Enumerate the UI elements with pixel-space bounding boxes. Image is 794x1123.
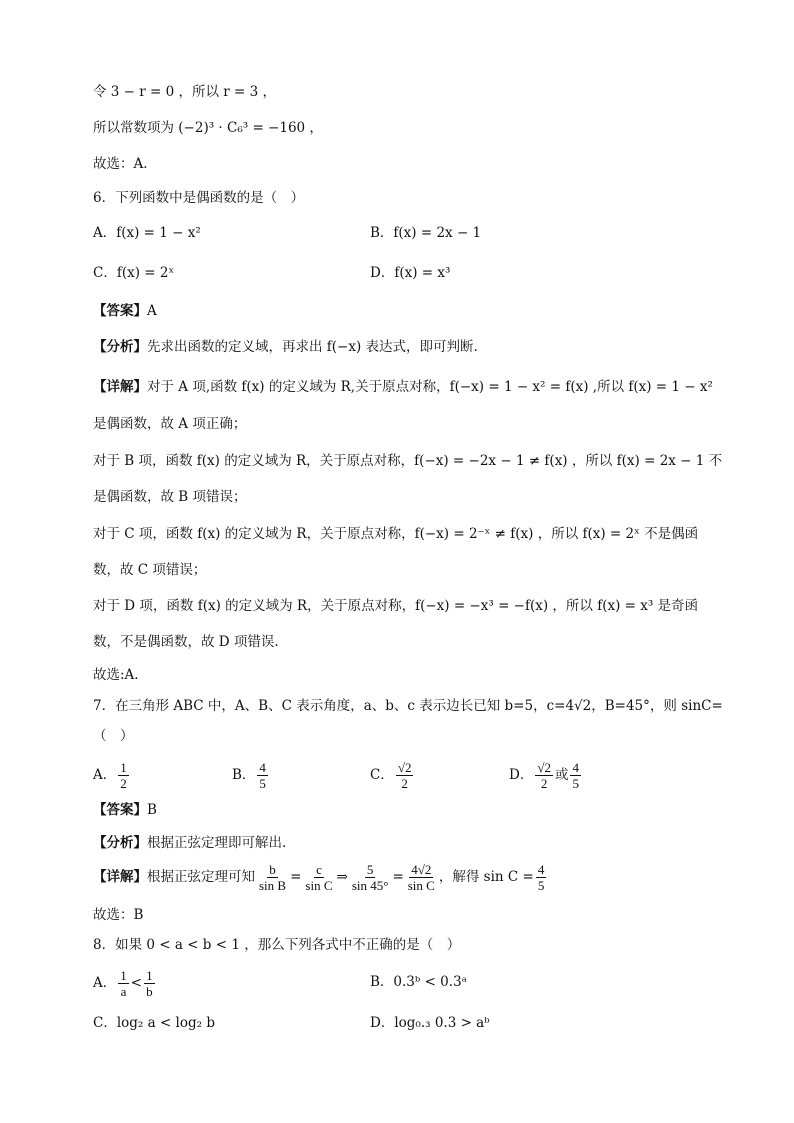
q7-detail: 【详解】根据正弦定理可知 $\frac{b}{\text{sin B}}$ = $\frac{c}{\text{sin C}}$ ⇒ $\frac{5}{\sin 45^\circ}$ = $\frac{4√2}{\text{sin C}}$ ，解得 sin C = $\frac{4}{5}$ xyxy=(93,862,545,893)
q7-option-b: B． $\frac{4}{5}$ xyxy=(232,760,266,791)
question-8: 8．如果 0 < a < b < 1 ，那么下列各式中不正确的是（ ） xyxy=(93,937,461,953)
q6-option-a: A．f(x) = 1 − x² xyxy=(93,225,201,241)
q7-answer: 【答案】B xyxy=(93,802,157,818)
fraction: $\frac{√2}{2}$ xyxy=(397,760,412,791)
q8-option-d: D．log₀.₃ 0.3 > aᵇ xyxy=(370,1015,490,1031)
q6-detail-choice: 故选:A. xyxy=(93,667,139,683)
solution-line-1: 令 3 − r = 0 ，所以 r = 3 ， xyxy=(93,84,277,100)
fraction: $\frac{1}{b}$ xyxy=(146,968,153,999)
q7-detail-choice: 故选：B xyxy=(93,907,144,923)
solution-line-2: 所以常数项为 (−2)³ · C₆³ = −160 ， xyxy=(93,120,323,136)
q8-option-a: A． $\frac{1}{a}$ < $\frac{1}{b}$ xyxy=(93,968,153,999)
q6-detail-b1: 对于 B 项，函数 f(x) 的定义域为 R，关于原点对称，f(−x) = −2x − 1 ≠ f(x) ，所以 f(x) = 2x − 1 不 xyxy=(93,453,723,469)
q8-option-b: B．0.3ᵇ < 0.3ᵃ xyxy=(370,974,467,990)
q6-detail-b2: 是偶函数，故 B 项错误； xyxy=(93,489,247,505)
fraction: $\frac{√2}{2}$ xyxy=(537,760,551,791)
q6-detail-c2: 数，故 C 项错误； xyxy=(93,562,207,578)
question-6: 6．下列函数中是偶函数的是（ ） xyxy=(93,190,305,206)
analysis-tag: 【分析】 xyxy=(93,339,147,355)
detail-tag: 【详解】 xyxy=(93,379,147,395)
answer-value: A xyxy=(147,303,157,319)
fraction: $\frac{1}{2}$ xyxy=(120,760,127,791)
q6-analysis xyxy=(93,337,478,357)
q6-detail-d1: 对于 D 项，函数 f(x) 的定义域为 R，关于原点对称，f(−x) = −x³ = −f(x) ，所以 f(x) = x³ 是奇函 xyxy=(93,598,699,614)
fraction: $\frac{c}{\text{sin C}}$ xyxy=(305,862,333,893)
fraction: $\frac{4√2}{\text{sin C}}$ xyxy=(407,862,435,893)
fraction: $\frac{4}{5}$ xyxy=(259,760,266,791)
q8-option-c: C．log₂ a < log₂ b xyxy=(93,1015,215,1031)
q6-option-c: C．f(x) = 2ˣ xyxy=(93,265,175,281)
answer-tag: 【答案】 xyxy=(93,303,147,319)
question-7: 7．在三角形 ABC 中，A、B、C 表示角度，a、b、c 表示边长已知 b=5，c=4√2，B=45°，则 sinC= xyxy=(93,698,723,714)
fraction: $\frac{4}{5}$ xyxy=(537,862,545,893)
detail-text: 对于 A 项,函数 f(x) 的定义域为 R,关于原点对称，f(−x) = 1 − x² = f(x) ,所以 f(x) = 1 − x² xyxy=(147,379,713,395)
question-7-paren: （ ） xyxy=(93,728,134,744)
q6-option-d: D．f(x) = x³ xyxy=(370,265,451,281)
q7-analysis: 【分析】根据正弦定理即可解出. xyxy=(93,835,287,851)
q6-detail-c1: 对于 C 项，函数 f(x) 的定义域为 R，关于原点对称，f(−x) = 2⁻ˣ ≠ f(x) ，所以 f(x) = 2ˣ 不是偶函 xyxy=(93,526,699,542)
q7-option-c: C． $\frac{√2}{2}$ xyxy=(370,760,412,791)
q6-detail-a2: 是偶函数，故 A 项正确； xyxy=(93,416,247,432)
q6-answer xyxy=(93,301,157,321)
q7-option-a: A． $\frac{1}{2}$ xyxy=(93,760,127,791)
analysis-text: 先求出函数的定义域，再求出 f(−x) 表达式，即可判断. xyxy=(147,339,478,355)
fraction: $\frac{5}{\sin 45^\circ}$ xyxy=(351,862,389,893)
q6-detail-d2: 数，不是偶函数，故 D 项错误. xyxy=(93,634,279,650)
q6-option-b: B．f(x) = 2x − 1 xyxy=(370,225,482,241)
q7-option-d: D． $\frac{√2}{2}$ 或 $\frac{4}{5}$ xyxy=(509,760,579,791)
fraction: $\frac{4}{5}$ xyxy=(572,760,579,791)
q6-detail-a1 xyxy=(93,377,713,397)
solution-choice: 故选：A. xyxy=(93,156,148,172)
fraction: $\frac{1}{a}$ xyxy=(120,968,127,999)
fraction: $\frac{b}{\text{sin B}}$ xyxy=(259,862,287,893)
